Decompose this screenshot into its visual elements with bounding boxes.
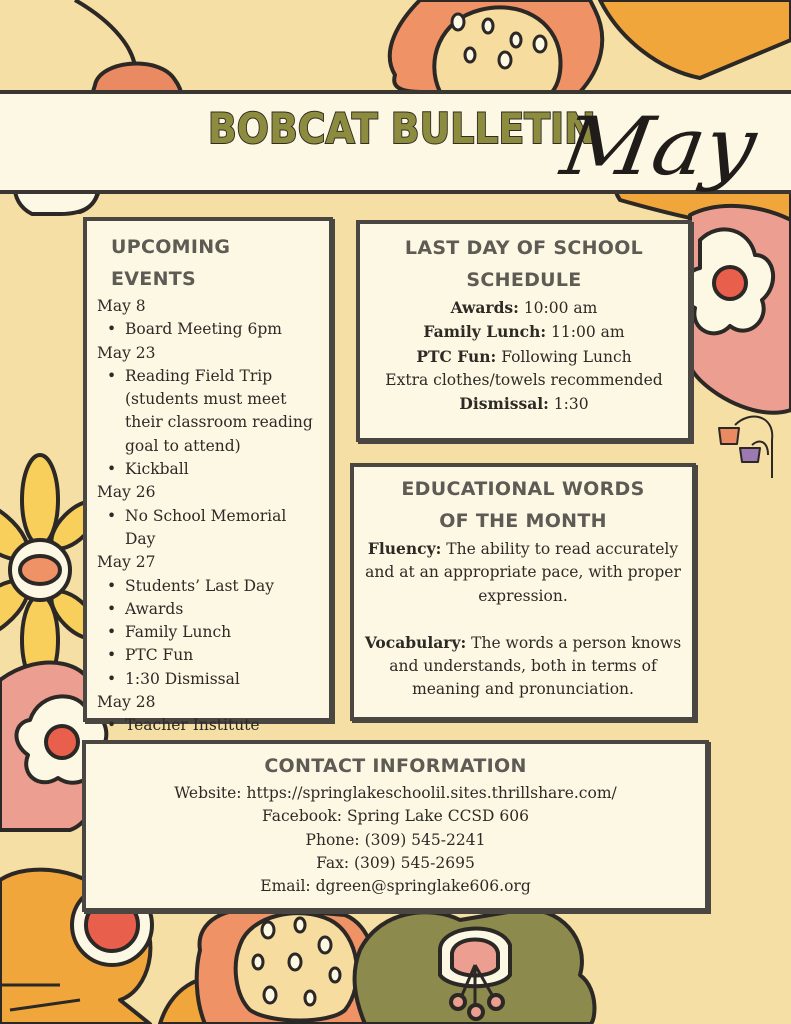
event-date: May 26: [97, 483, 156, 502]
event-item: • PTC Fun: [125, 644, 321, 667]
event-item: • Students’ Last Day: [125, 575, 321, 598]
facebook-line[interactable]: Facebook: Spring Lake CCSD 606: [262, 807, 529, 826]
bulletin-title: BOBCAT BULLETIN: [208, 104, 596, 153]
phone-line: Phone: (309) 545-2241: [305, 830, 486, 849]
event-date: May 8: [97, 297, 146, 315]
event-list: [97, 714, 321, 737]
event-item: • No School Memorial Day: [125, 505, 321, 552]
pink-flower-right: [683, 206, 791, 413]
month-title: May: [555, 100, 763, 193]
family-lunch-line: Family Lunch: 11:00 am: [423, 322, 625, 342]
small-tulips-right: [719, 417, 772, 478]
fluency-definition: Fluency: The ability to read accurately and at an appropriate pace, with proper expression.: [365, 539, 681, 605]
words-heading: EDUCATIONAL WORDS OF THE MONTH: [401, 478, 645, 532]
event-list: [97, 505, 321, 552]
event-item: • Board Meeting 6pm: [125, 318, 321, 341]
dismissal-line: Dismissal: 1:30: [459, 394, 589, 414]
event-date: May 28: [97, 693, 156, 712]
vocabulary-definition: Vocabulary: The words a person knows and understands, both in terms of meaning and pronunciation.: [364, 632, 682, 699]
clothes-note: Extra clothes/towels recommended: [385, 370, 663, 389]
website-line[interactable]: Website: https://springlakeschoolil.sites.thrillshare.com/: [174, 784, 617, 802]
upcoming-events-card: [83, 217, 333, 735]
event-date: May 27: [97, 553, 156, 572]
ptc-fun-line: PTC Fun: Following Lunch: [416, 346, 632, 366]
fax-line: Fax: (309) 545-2695: [316, 853, 475, 872]
event-item: • Family Lunch: [125, 621, 321, 644]
olive-flower-bottom-right: [355, 910, 595, 1024]
contact-information-card: [82, 740, 709, 912]
words-of-month-card: [350, 463, 696, 721]
contact-heading: CONTACT INFORMATION: [264, 755, 527, 777]
coral-flower-top: [390, 0, 602, 92]
event-list: [97, 318, 321, 341]
event-list: [97, 575, 321, 691]
event-item: • Awards: [125, 598, 321, 621]
event-date: May 23: [97, 343, 156, 362]
event-item: • Teacher Institute: [125, 714, 321, 737]
event-item: • 1:30 Dismissal: [125, 668, 321, 691]
last-day-schedule-card: [356, 220, 692, 442]
awards-line: Awards: 10:00 am: [450, 298, 598, 317]
last-day-heading: LAST DAY OF SCHOOL SCHEDULE: [404, 237, 644, 291]
event-list: [97, 365, 321, 481]
event-item: • Kickball: [125, 458, 321, 481]
upcoming-events-heading: UPCOMING EVENTS: [111, 236, 231, 290]
event-item: • Reading Field Trip (students must meet their classroom reading goal to attend): [125, 365, 321, 458]
email-line[interactable]: Email: dgreen@springlake606.org: [260, 877, 531, 896]
